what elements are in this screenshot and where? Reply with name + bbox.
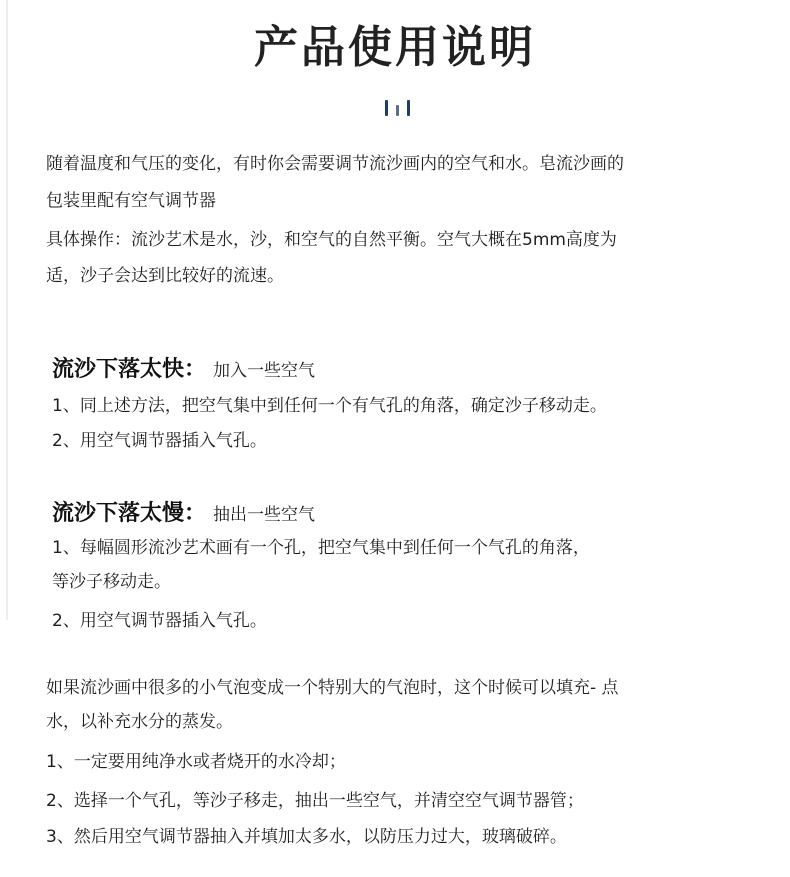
left-border-line bbox=[6, 0, 8, 620]
bubbles-step-2: 2、选择一个气孔，等沙子移走，抽出一些空气，并清空空气调节器管； bbox=[46, 791, 584, 811]
bubbles-line-1: 如果流沙画中很多的小气泡变成一个特别大的气泡时，这个时候可以填充- 点 bbox=[46, 678, 619, 698]
section-fast-step-1: 1、同上述方法，把空气集中到任何一个有气孔的角落，确定沙子移动走。 bbox=[52, 396, 607, 416]
section-slow-action: 抽出一些空气 bbox=[213, 505, 316, 525]
bubbles-step-1: 1、一定要用纯净水或者烧开的水冷却； bbox=[46, 752, 346, 772]
section-slow-step-1-line-1: 1、每幅圆形流沙艺术画有一个孔，把空气集中到任何一个气孔的角落， bbox=[52, 538, 590, 558]
bubbles-line-2: 水，以补充水分的蒸发。 bbox=[46, 712, 233, 732]
intro-line-2: 包装里配有空气调节器 bbox=[46, 191, 216, 211]
section-slow-step-1-line-2: 等沙子移动走。 bbox=[52, 572, 171, 592]
section-slow-step-2: 2、用空气调节器插入气孔。 bbox=[52, 611, 267, 631]
section-slow-heading bbox=[52, 499, 315, 530]
intro-line-4: 适，沙子会达到比较好的流速。 bbox=[46, 266, 284, 286]
section-fast-title: 流沙下落太快： bbox=[52, 357, 207, 382]
section-fast-step-2: 2、用空气调节器插入气孔。 bbox=[52, 431, 267, 451]
title-divider-mark-icon bbox=[383, 100, 413, 118]
intro-line-3: 具体操作：流沙艺术是水，沙，和空气的自然平衡。空气大概在5mm高度为 bbox=[46, 230, 617, 250]
section-fast-heading bbox=[52, 355, 315, 386]
section-fast-action: 加入一些空气 bbox=[213, 361, 316, 381]
bubbles-step-3: 3、然后用空气调节器抽入并填加太多水，以防压力过大，玻璃破碎。 bbox=[46, 827, 567, 847]
intro-line-1: 随着温度和气压的变化，有时你会需要调节流沙画内的空气和水。皂流沙画的 bbox=[46, 154, 624, 174]
page-title: 产品使用说明 bbox=[254, 22, 536, 73]
section-slow-title: 流沙下落太慢： bbox=[52, 501, 207, 526]
